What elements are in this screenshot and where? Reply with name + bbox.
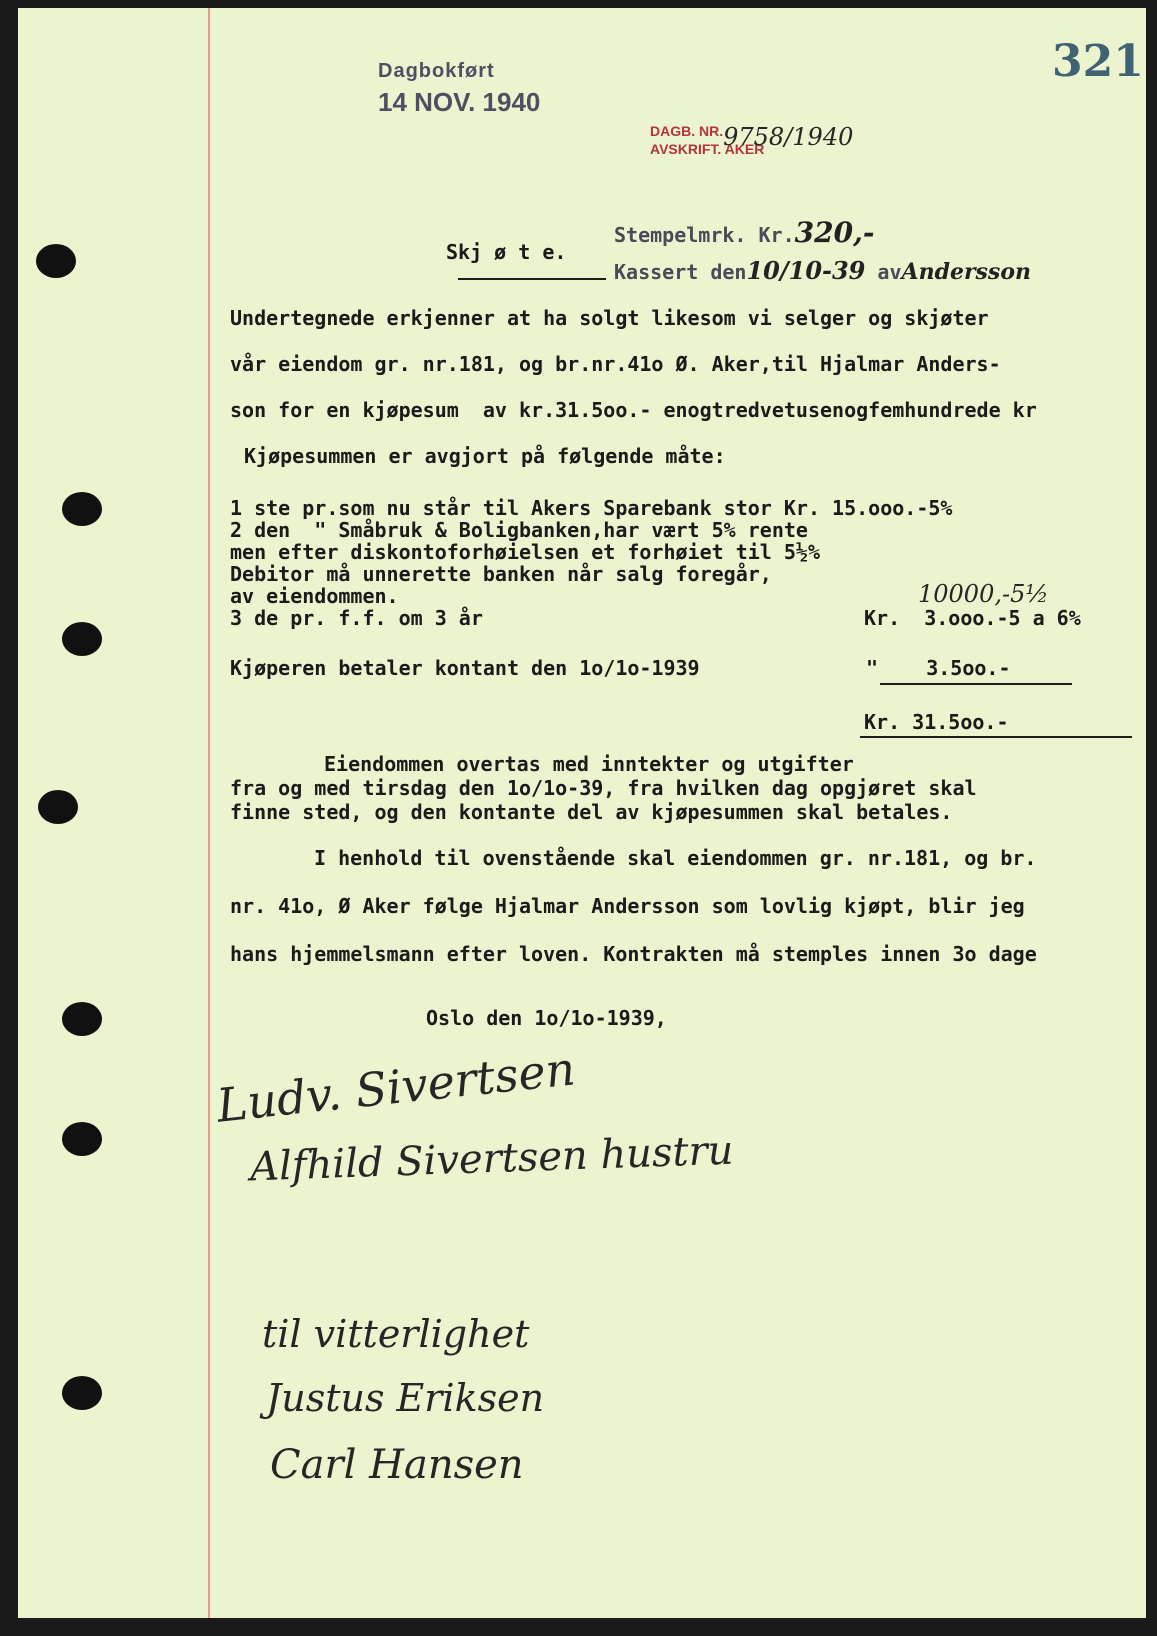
payment-amount: " 3.5oo.- bbox=[866, 656, 1011, 680]
witness-signature: Justus Eriksen bbox=[266, 1376, 545, 1420]
payment-line: 2 den " Småbruk & Boligbanken,har vært 5% rente bbox=[230, 518, 808, 542]
payment-line: 1 ste pr.som nu står til Akers Sparebank stor Kr. 15.ooo.-5% bbox=[230, 496, 953, 520]
punch-hole bbox=[62, 1122, 102, 1156]
dagb-nr-label: DAGB. NR. bbox=[650, 123, 724, 139]
payment-line: Debitor må unnerette banken når salg foregår, bbox=[230, 562, 772, 586]
punch-hole bbox=[62, 492, 102, 526]
body-line: fra og med tirsdag den 1o/1o-39, fra hvilken dag opgjøret skal bbox=[230, 776, 977, 800]
dagb-nr-value: 9758/1940 bbox=[723, 123, 854, 151]
body-line: Kjøpesummen er avgjort på følgende måte: bbox=[244, 444, 726, 468]
handwritten-amount: 10000,-5½ bbox=[918, 580, 1049, 608]
total-amount: Kr. 31.5oo.- bbox=[864, 710, 1009, 734]
body-line: I henhold til ovenstående skal eiendommen gr. nr.181, og br. bbox=[314, 846, 1037, 870]
payment-line: av eiendommen. bbox=[230, 584, 399, 608]
payment-line: men efter diskontoforhøielsen et forhøiet til 5½% bbox=[230, 540, 821, 564]
dagbok-stamp bbox=[378, 60, 540, 118]
body-line: Eiendommen overtas med inntekter og utgifter bbox=[324, 752, 854, 776]
witness-label: til vitterlighet bbox=[262, 1312, 530, 1356]
place-date: Oslo den 1o/1o-1939, bbox=[426, 1006, 667, 1030]
body-line: finne sted, og den kontante del av kjøpesummen skal betales. bbox=[230, 800, 953, 824]
witness-signature: Carl Hansen bbox=[270, 1442, 524, 1488]
spouse-signature: Alfhild Sivertsen hustru bbox=[249, 1127, 735, 1191]
body-line: Undertegnede erkjenner at ha solgt likesom vi selger og skjøter bbox=[230, 306, 989, 330]
sum-rule bbox=[880, 683, 1072, 685]
document-page bbox=[18, 8, 1146, 1618]
page-number: 321 bbox=[1052, 36, 1144, 87]
stempel-amount: 320,- bbox=[794, 216, 875, 249]
body-line: nr. 41o, Ø Aker følge Hjalmar Andersson som lovlig kjøpt, blir jeg bbox=[230, 894, 1025, 918]
stempel-line: Stempelmrk. Kr.320,- bbox=[614, 216, 875, 249]
payment-line: 3 de pr. f.f. om 3 år bbox=[230, 606, 483, 630]
margin-rule bbox=[208, 8, 210, 1618]
deed-title: Skj ø t e. bbox=[446, 240, 567, 264]
punch-hole bbox=[38, 790, 78, 824]
body-line: vår eiendom gr. nr.181, og br.nr.41o Ø. Aker,til Hjalmar Anders- bbox=[230, 352, 1001, 376]
punch-hole bbox=[62, 1002, 102, 1036]
punch-hole bbox=[62, 622, 102, 656]
avskrift-label: AVSKRIFT. AKER bbox=[650, 141, 765, 157]
registry-stamp bbox=[650, 123, 854, 157]
payment-amount: Kr. 3.ooo.-5 a 6% bbox=[864, 606, 1081, 630]
seller-signature: Ludv. Sivertsen bbox=[214, 1041, 578, 1133]
body-line: hans hjemmelsmann efter loven. Kontrakten må stemples innen 3o dage bbox=[230, 942, 1037, 966]
kassert-line: Kassert den10/10-39 avAndersson bbox=[614, 256, 1031, 285]
body-line: son for en kjøpesum av kr.31.5oo.- enogtredvetusenogfemhundrede kr bbox=[230, 398, 1037, 422]
title-underline bbox=[458, 278, 606, 280]
dagbok-label: Dagbokført bbox=[378, 60, 495, 82]
punch-hole bbox=[62, 1376, 102, 1410]
punch-hole bbox=[36, 244, 76, 278]
total-rule bbox=[860, 736, 1132, 738]
dagbok-date: 14 NOV. 1940 bbox=[378, 87, 541, 117]
payment-line: Kjøperen betaler kontant den 1o/1o-1939 bbox=[230, 656, 700, 680]
kassert-by: Andersson bbox=[901, 259, 1031, 285]
kassert-date: 10/10-39 bbox=[746, 256, 866, 285]
